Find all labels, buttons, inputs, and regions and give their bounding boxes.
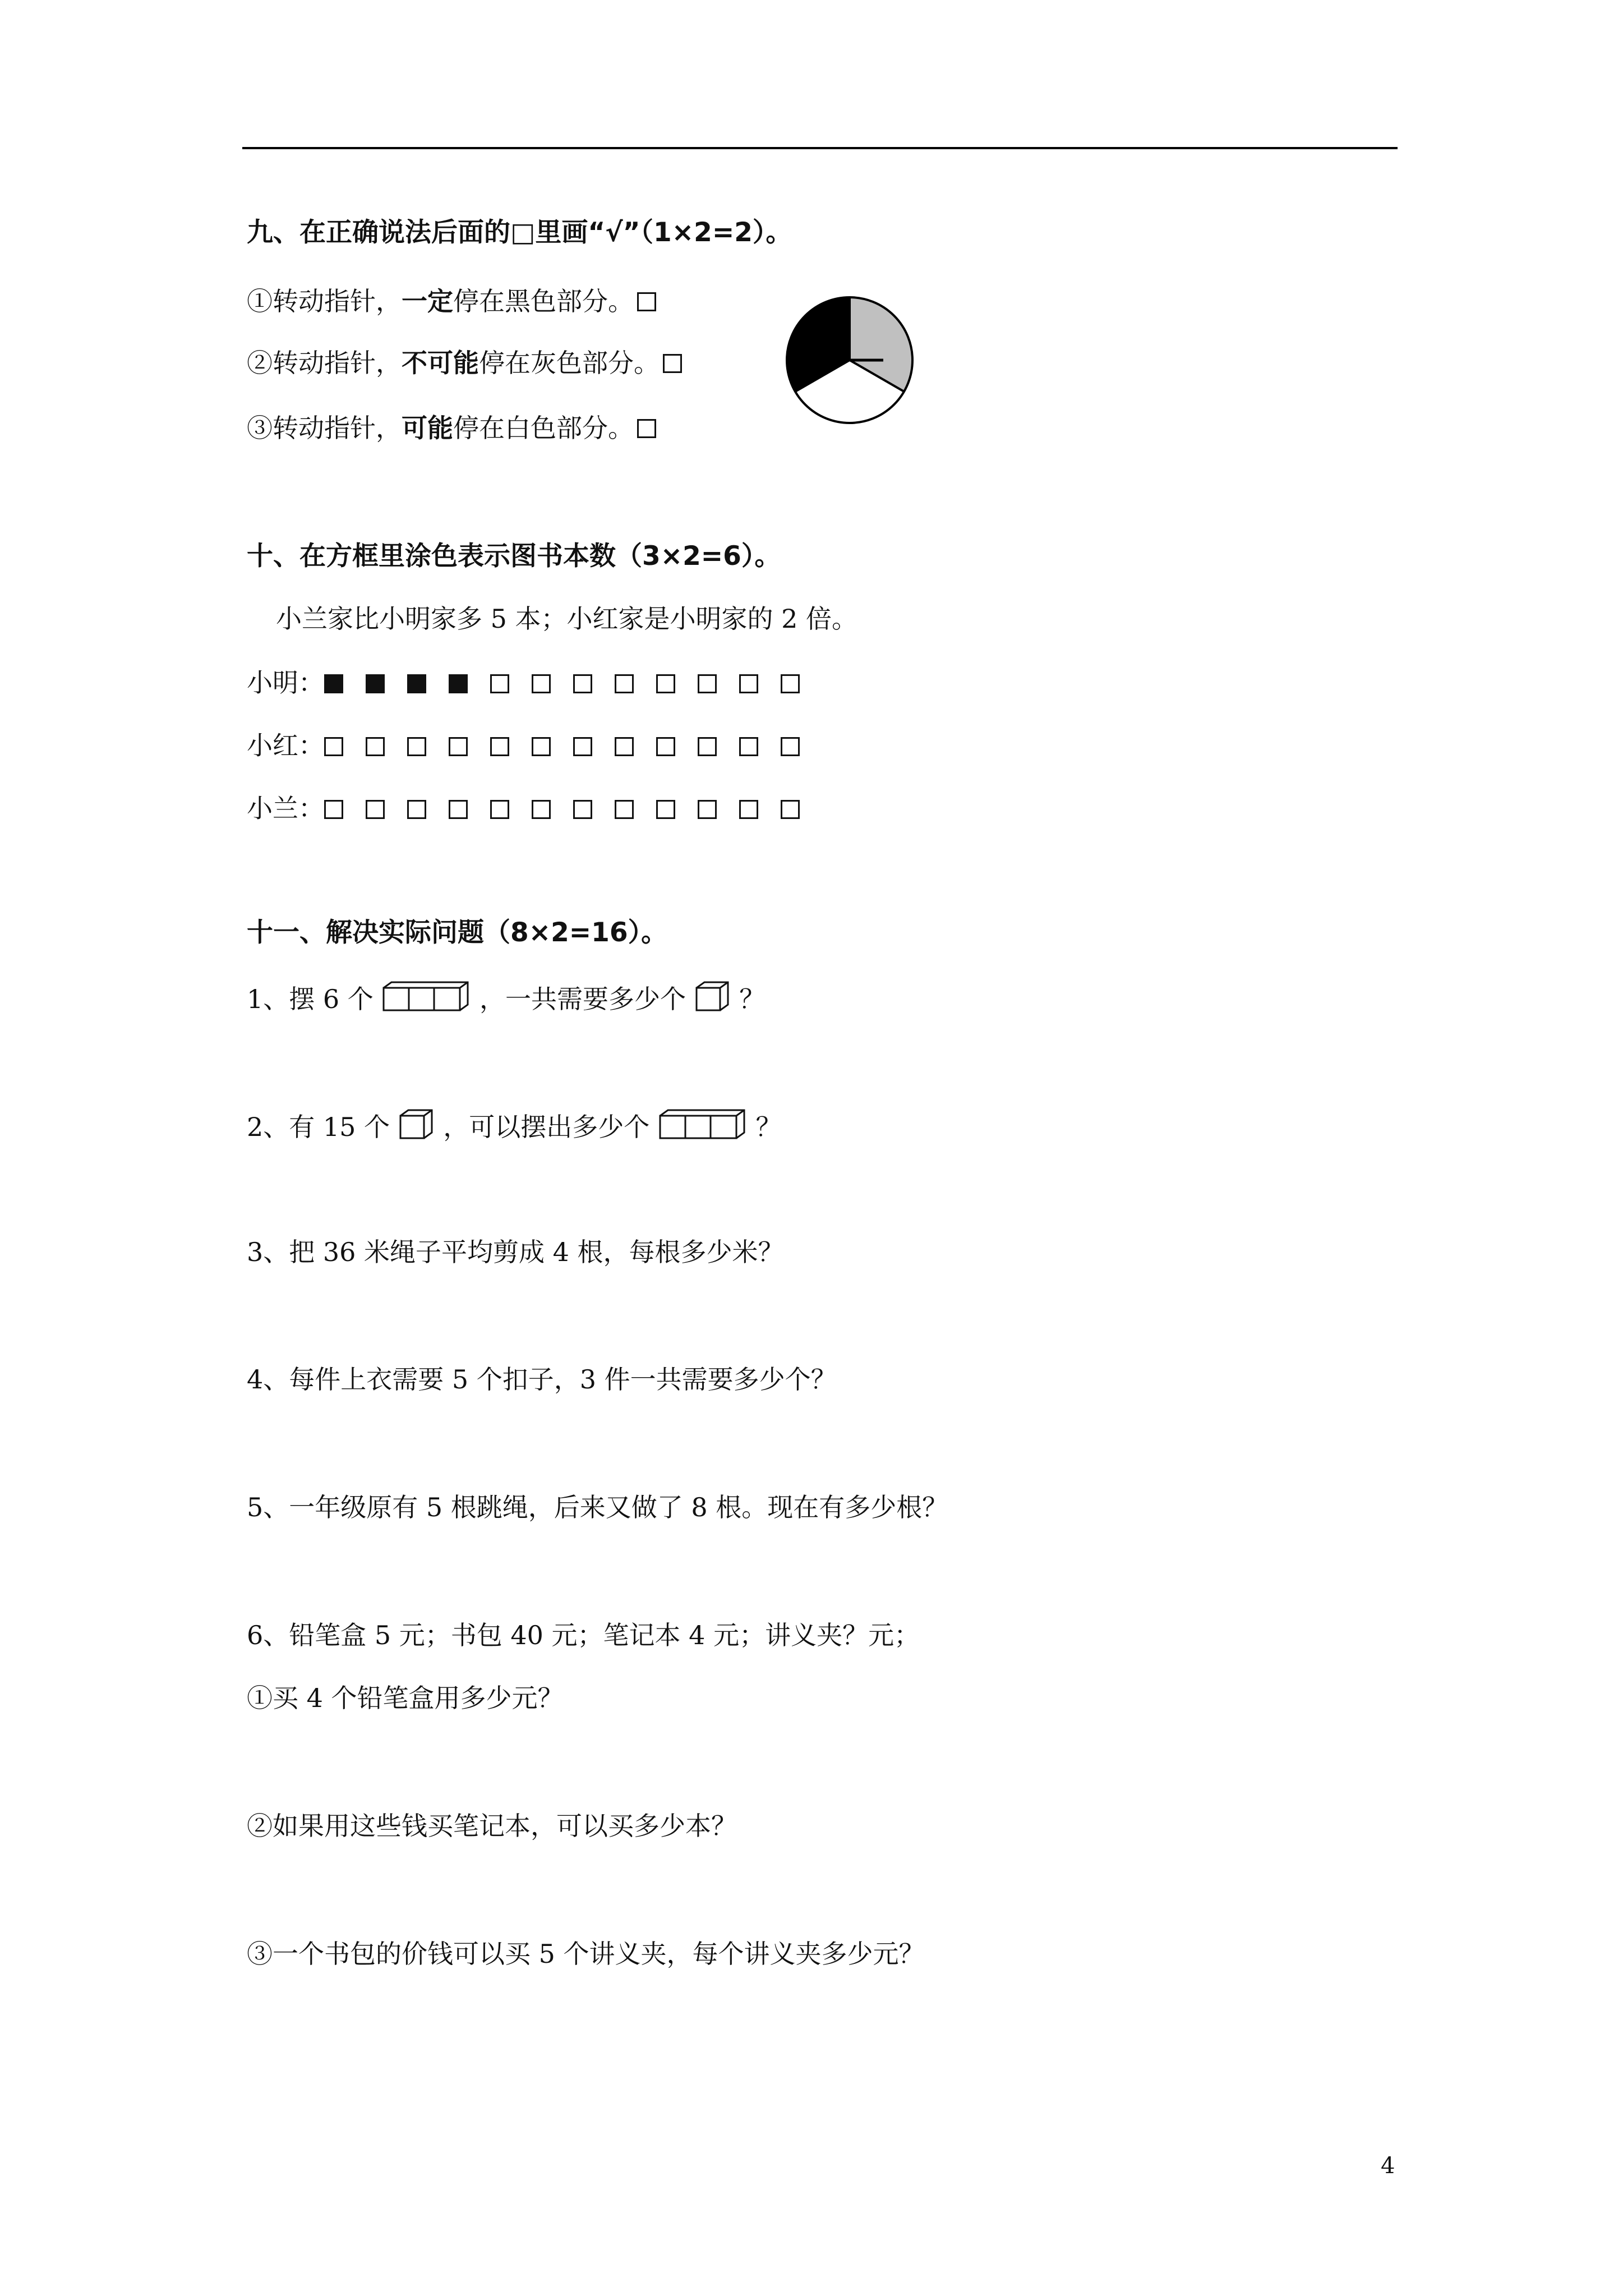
- empty-box[interactable]: [698, 737, 717, 756]
- empty-box[interactable]: [698, 800, 717, 819]
- section-10-heading: 十、在方框里涂色表示图书本数（3×2=6）。: [247, 541, 781, 572]
- empty-box[interactable]: [781, 674, 800, 693]
- question-3: 3、把 36 米绳子平均剪成 4 根，每根多少米？: [247, 1237, 784, 1267]
- empty-box[interactable]: [573, 737, 592, 756]
- spinner-icon: [782, 293, 917, 427]
- empty-box[interactable]: [532, 737, 551, 756]
- row-xiaolan-label: 小兰：: [247, 793, 324, 823]
- empty-box[interactable]: [573, 800, 592, 819]
- empty-box[interactable]: [698, 674, 717, 693]
- filled-box[interactable]: [324, 674, 343, 693]
- row-xiaoming: [247, 666, 822, 700]
- three-cube-row-icon: [381, 980, 471, 1013]
- question-5: 5、一年级原有 5 根跳绳，后来又做了 8 根。现在有多少根？: [247, 1492, 948, 1522]
- s9-item-3-post: 停在白色部分。: [453, 413, 634, 443]
- section-11-heading: 十一、解决实际问题（8×2=16）。: [247, 917, 668, 948]
- s9-item-3-key: 可能: [402, 413, 453, 443]
- question-6: 6、铅笔盒 5 元；书包 40 元；笔记本 4 元；讲义夹？元；: [247, 1620, 920, 1650]
- empty-box[interactable]: [407, 737, 426, 756]
- s9-item-3: [247, 411, 656, 445]
- empty-box[interactable]: [407, 800, 426, 819]
- s9-item-1-key: 一定: [402, 286, 453, 316]
- empty-box[interactable]: [324, 800, 343, 819]
- empty-box[interactable]: [573, 674, 592, 693]
- empty-box[interactable]: [615, 674, 634, 693]
- filled-box[interactable]: [366, 674, 385, 693]
- three-cube-row-icon: [658, 1108, 748, 1140]
- empty-box[interactable]: [656, 674, 675, 693]
- empty-box[interactable]: [324, 737, 343, 756]
- row-xiaohong-label: 小红：: [247, 730, 324, 761]
- row-xiaohong: [247, 729, 822, 762]
- q1-text-b: ，一共需要多少个: [479, 984, 686, 1014]
- empty-box[interactable]: [739, 674, 758, 693]
- section-9-heading: 九、在正确说法后面的□里画“√”（1×2=2）。: [247, 217, 792, 248]
- row-xiaoming-label: 小明：: [247, 668, 324, 698]
- s9-item-2-key: 不可能: [402, 348, 479, 378]
- filled-box[interactable]: [407, 674, 426, 693]
- section-10-statement: 小兰家比小明家多 5 本；小红家是小明家的 2 倍。: [276, 604, 858, 634]
- empty-box[interactable]: [366, 737, 385, 756]
- empty-box[interactable]: [532, 800, 551, 819]
- q2-text-c: ？: [755, 1112, 782, 1142]
- empty-box[interactable]: [739, 800, 758, 819]
- question-6-3: ③一个书包的价钱可以买 5 个讲义夹，每个讲义夹多少元？: [247, 1939, 925, 1969]
- empty-box[interactable]: [615, 737, 634, 756]
- question-1: [247, 980, 765, 1016]
- q2-text-a: 2、有 15 个: [247, 1112, 390, 1142]
- empty-box[interactable]: [490, 800, 509, 819]
- empty-box[interactable]: [781, 800, 800, 819]
- question-6-1: ①买 4 个铅笔盒用多少元？: [247, 1683, 564, 1713]
- filled-box[interactable]: [449, 674, 468, 693]
- empty-box[interactable]: [656, 800, 675, 819]
- q1-text-a: 1、摆 6 个: [247, 984, 374, 1014]
- empty-box[interactable]: [449, 737, 468, 756]
- q2-text-b: ，可以摆出多少个: [443, 1112, 650, 1142]
- question-6-2: ②如果用这些钱买笔记本，可以买多少本？: [247, 1811, 737, 1841]
- empty-box[interactable]: [656, 737, 675, 756]
- s9-item-1-post: 停在黑色部分。: [453, 286, 634, 316]
- question-4: 4、每件上衣需要 5 个扣子，3 件一共需要多少个？: [247, 1364, 837, 1395]
- s9-item-2-pre: ②转动指针，: [247, 348, 402, 378]
- header-rule: [242, 147, 1398, 149]
- answer-box[interactable]: [663, 354, 682, 373]
- s9-item-3-pre: ③转动指针，: [247, 413, 402, 443]
- answer-box[interactable]: [637, 419, 656, 438]
- s9-item-1: [247, 284, 656, 318]
- empty-box[interactable]: [615, 800, 634, 819]
- row-xiaoming-boxes: [324, 668, 822, 698]
- question-2: [247, 1108, 782, 1144]
- empty-box[interactable]: [366, 800, 385, 819]
- row-xiaohong-boxes: [324, 730, 822, 761]
- page-number: 4: [1381, 2153, 1395, 2179]
- empty-box[interactable]: [490, 674, 509, 693]
- cube-icon: [694, 980, 731, 1013]
- s9-item-2-post: 停在灰色部分。: [479, 348, 660, 378]
- q1-text-c: ？: [739, 984, 766, 1014]
- empty-box[interactable]: [449, 800, 468, 819]
- empty-box[interactable]: [739, 737, 758, 756]
- answer-box[interactable]: [637, 292, 656, 311]
- cube-icon: [398, 1108, 435, 1140]
- row-xiaolan-boxes: [324, 793, 822, 823]
- s9-item-2: [247, 346, 682, 380]
- row-xiaolan: [247, 792, 822, 825]
- empty-box[interactable]: [781, 737, 800, 756]
- s9-item-1-pre: ①转动指针，: [247, 286, 402, 316]
- empty-box[interactable]: [532, 674, 551, 693]
- empty-box[interactable]: [490, 737, 509, 756]
